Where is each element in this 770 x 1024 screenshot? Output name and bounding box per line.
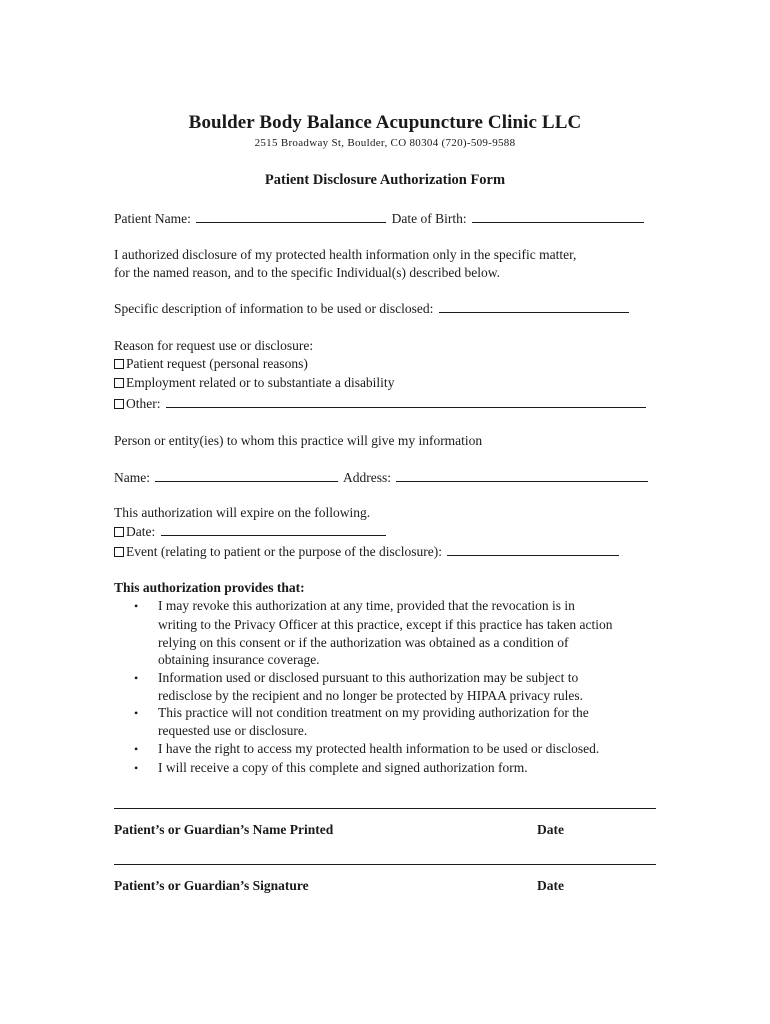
other-checkbox[interactable] [114,399,124,409]
recipient-address-field[interactable] [396,469,648,482]
provision-1-line-2: writing to the Privacy Officer at this practice, except if this practice has taken action [158,617,613,632]
description-label: Specific description of information to be used or disclosed: [114,301,434,316]
provision-2-line-2: redisclose by the recipient and no longer be protected by HIPAA privacy rules. [158,688,584,703]
expiration-event-field[interactable] [447,543,619,556]
recipient-name-label: Name: [114,470,150,485]
provision-1-line-3: relying on this consent or if the authorization was obtained as a condition of [158,635,569,650]
other-label: Other: [126,396,161,411]
recipient-row [114,469,650,486]
clinic-name: Boulder Body Balance Acupuncture Clinic LLC [188,112,582,133]
provision-3-line-2: requested use or disclosure. [158,723,308,738]
provision-bullet-4: • [134,742,139,756]
name-printed-label: Patient’s or Guardian’s Name Printed [114,822,334,837]
signature-date-label: Date [537,878,564,893]
recipient-heading: Person or entity(ies) to whom this practice will give my information [114,433,483,448]
expiration-date-checkbox[interactable] [114,527,124,537]
provision-4-line-1: I have the right to access my protected health information to be used or disclosed. [158,741,600,756]
name-printed-date-label: Date [537,822,564,837]
name-printed-line[interactable] [114,808,656,809]
patient-request-checkbox[interactable] [114,359,124,369]
provision-bullet-3: • [134,706,139,720]
description-field[interactable] [439,300,629,313]
provision-2-line-1: Information used or disclosed pursuant to this authorization may be subject to [158,670,579,685]
expiration-heading: This authorization will expire on the following. [114,505,371,520]
form-title: Patient Disclosure Authorization Form [264,172,506,188]
provision-bullet-1: • [134,599,139,613]
patient-request-label: Patient request (personal reasons) [126,356,308,371]
date-of-birth-label: Date of Birth: [391,211,467,226]
reason-option-patient-request [114,356,308,372]
intro-line-2: for the named reason, and to the specific Individual(s) described below. [114,265,500,280]
provision-1-line-4: obtaining insurance coverage. [158,652,320,667]
expiration-event-label: Event (relating to patient or the purpose of the disclosure): [126,544,443,559]
description-row [114,300,631,317]
expiration-date-label: Date: [126,524,156,539]
other-field[interactable] [166,395,646,408]
provisions-heading: This authorization provides that: [114,580,305,595]
patient-info-row [114,210,646,227]
date-of-birth-field[interactable] [472,210,644,223]
expiration-event-row [114,543,621,560]
expiration-event-checkbox[interactable] [114,547,124,557]
employment-label: Employment related or to substantiate a disability [126,375,395,390]
expiration-date-row [114,523,388,540]
provision-5-line-1: I will receive a copy of this complete and signed authorization form. [158,760,528,775]
clinic-address: 2515 Broadway St, Boulder, CO 80304 (720)-509-9588 [254,137,516,149]
provision-bullet-2: • [134,671,139,685]
signature-label: Patient’s or Guardian’s Signature [114,878,309,893]
recipient-name-field[interactable] [155,469,338,482]
employment-checkbox[interactable] [114,378,124,388]
intro-line-1: I authorized disclosure of my protected health information only in the specific matter, [114,247,577,262]
signature-line[interactable] [114,864,656,865]
reason-heading: Reason for request use or disclosure: [114,338,314,353]
provision-bullet-5: • [134,761,139,775]
provision-3-line-1: This practice will not condition treatment on my providing authorization for the [158,705,589,720]
patient-name-field[interactable] [196,210,386,223]
patient-name-label: Patient Name: [114,211,191,226]
reason-option-other [114,395,648,412]
recipient-address-label: Address: [343,470,392,485]
expiration-date-field[interactable] [161,523,386,536]
provision-1-line-1: I may revoke this authorization at any time, provided that the revocation is in [158,598,575,613]
reason-option-employment [114,375,394,391]
